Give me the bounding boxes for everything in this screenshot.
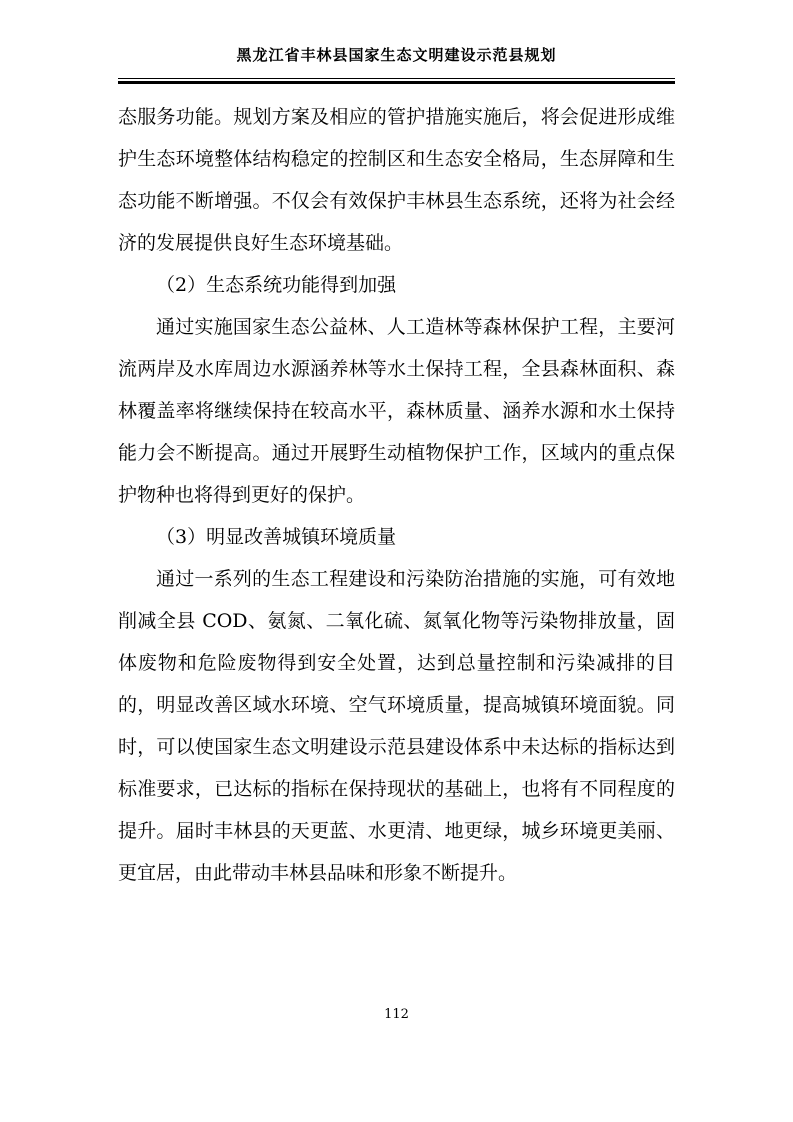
paragraph-continuation: 态服务功能。规划方案及相应的管护措施实施后，将会促进形成维护生态环境整体结构稳定的控制区和生态安全格局，生态屏障和生态功能不断增强。不仅会有效保护丰林县生态系统，还将为社会经济的发展提供良好生态环境基础。 [118,106,675,254]
paragraph-urban-environment: 通过一系列的生态工程建设和污染防治措施的实施，可有效地削减全县 COD、氨氮、二氧化硫、氮氧化物等污染物排放量，固体废物和危险废物得到安全处置，达到总量控制和污染减排的目的，明显改善区域水环境、空气环境质量，提高城镇环境面貌。同时，可以使国家生态文明建设示范县建设体系中未达标的指标达到标准要求，已达标的指标在保持现状的基础上，也将有不同程度的提升。届时丰林县的天更蓝、水更清、地更绿，城乡环境更美丽、更宜居，由此带动丰林县品味和形象不断提升。 [118,568,675,884]
section-heading-3: （3）明显改善城镇环境质量 [156,526,397,548]
document-title: 黑龙江省丰林县国家生态文明建设示范县规划 [236,46,557,64]
paragraph-ecosystem-function: 通过实施国家生态公益林、人工造林等森林保护工程，主要河流两岸及水库周边水源涵养林等水土保持工程，全县森林面积、森林覆盖率将继续保持在较高水平，森林质量、涵养水源和水土保持能力会不断提高。通过开展野生动植物保护工作，区域内的重点保护物种也将得到更好的保护。 [118,316,675,506]
page-header [118,44,675,65]
page-number: 112 [384,1007,409,1022]
header-rule-divider [118,78,675,84]
section-heading-2: （2）生态系统功能得到加强 [156,274,397,296]
page-footer [118,1003,675,1022]
document-body [118,96,675,894]
